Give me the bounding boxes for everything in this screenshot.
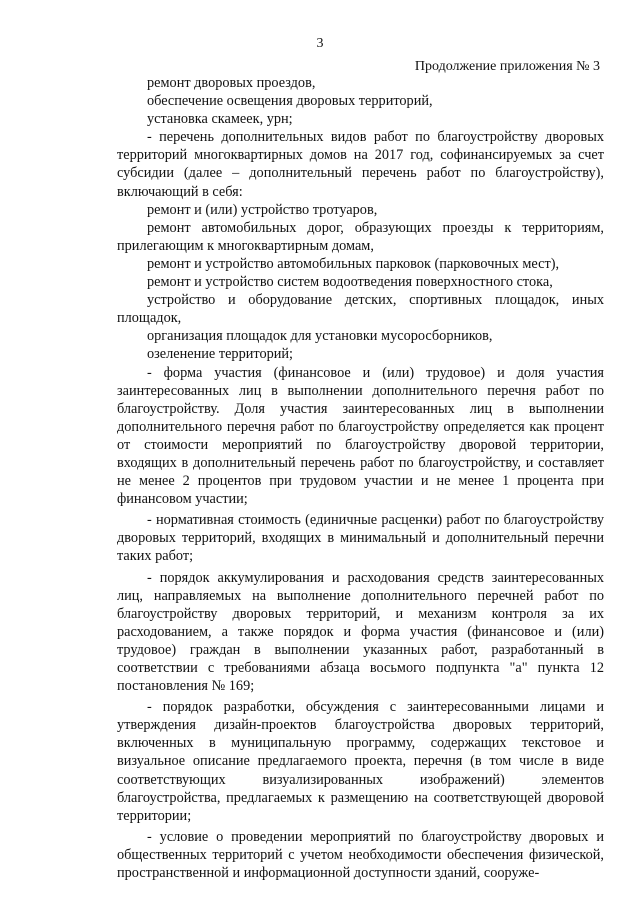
paragraph: ремонт и устройство автомобильных парковок (парковочных мест), bbox=[147, 255, 560, 272]
paragraph: установка скамеек, урн; bbox=[147, 111, 293, 128]
paragraph: озеленение территорий; bbox=[147, 346, 294, 363]
paragraph: устройство и оборудование детских, спортивных площадок, иных площадок, bbox=[117, 292, 604, 327]
paragraph: - перечень дополнительных видов работ по благоустройству дворовых территорий многоквартирных домов на 2017 год, софинансируемых за счет субсидии (далее – дополнительный перечень работ по благоустройству), включающий в себя: bbox=[117, 129, 604, 200]
paragraph: ремонт и устройство систем водоотведения поверхностного стока, bbox=[147, 274, 553, 291]
paragraph: организация площадок для установки мусоросборников, bbox=[147, 328, 493, 345]
paragraph: - порядок аккумулирования и расходования средств заинтересованных лиц, направляемых на выполнение дополнительного перечней работ по благоустройству дворовых территорий, и механизм контроля за их расходованием, а также порядок и форма участия (финансовое и (или) трудовое) граждан в выполнении указанных работ, разработанный в соответствии с требованиями абзаца восьмого подпункта "а" пункта 12 постановления № 169; bbox=[117, 569, 604, 695]
paragraph: - нормативная стоимость (единичные расценки) работ по благоустройству дворовых территорий, входящих в минимальный и дополнительный перечни таких работ; bbox=[117, 512, 604, 565]
paragraph: ремонт и (или) устройство тротуаров, bbox=[147, 201, 378, 218]
paragraph: - условие о проведении мероприятий по благоустройству дворовых и общественных территорий с учетом необходимости обеспечения физической, пространственной и информационной доступности зданий, сооруже- bbox=[117, 828, 604, 882]
paragraph: ремонт автомобильных дорог, образующих проезды к территориям, прилегающим к многоквартирным домам, bbox=[117, 219, 604, 254]
appendix-continuation-label: Продолжение приложения № 3 bbox=[414, 59, 600, 74]
paragraph: обеспечение освещения дворовых территорий, bbox=[147, 93, 433, 110]
page-number: 3 bbox=[316, 36, 324, 51]
paragraph: - порядок разработки, обсуждения с заинтересованными лицами и утверждения дизайн-проектов благоустройства дворовых территорий, включенных в муниципальную программу, содержащих текстовое и визуальное описание предлагаемого проекта, перечня (в том числе в виде соответствующих визуализированных изображений) элементов благоустройства, предлагаемых к размещению на соответствующей дворовой территории; bbox=[117, 699, 604, 824]
paragraph: ремонт дворовых проездов, bbox=[147, 75, 316, 91]
document-body bbox=[117, 74, 604, 882]
paragraph: - форма участия (финансовое и (или) трудовое) и доля участия заинтересованных лиц в выполнении дополнительного перечня работ по благоустройству. Доля участия заинтересованных лиц в выполнении дополнительного перечня работ по благоустройству определяется как процент от стоимости мероприятий по благоустройству дворовой территории, входящих в дополнительный перечень работ по благоустройству, и составляет не менее 2 процентов при трудовом участии и не менее 1 процента при финансовом участии; bbox=[117, 364, 604, 508]
